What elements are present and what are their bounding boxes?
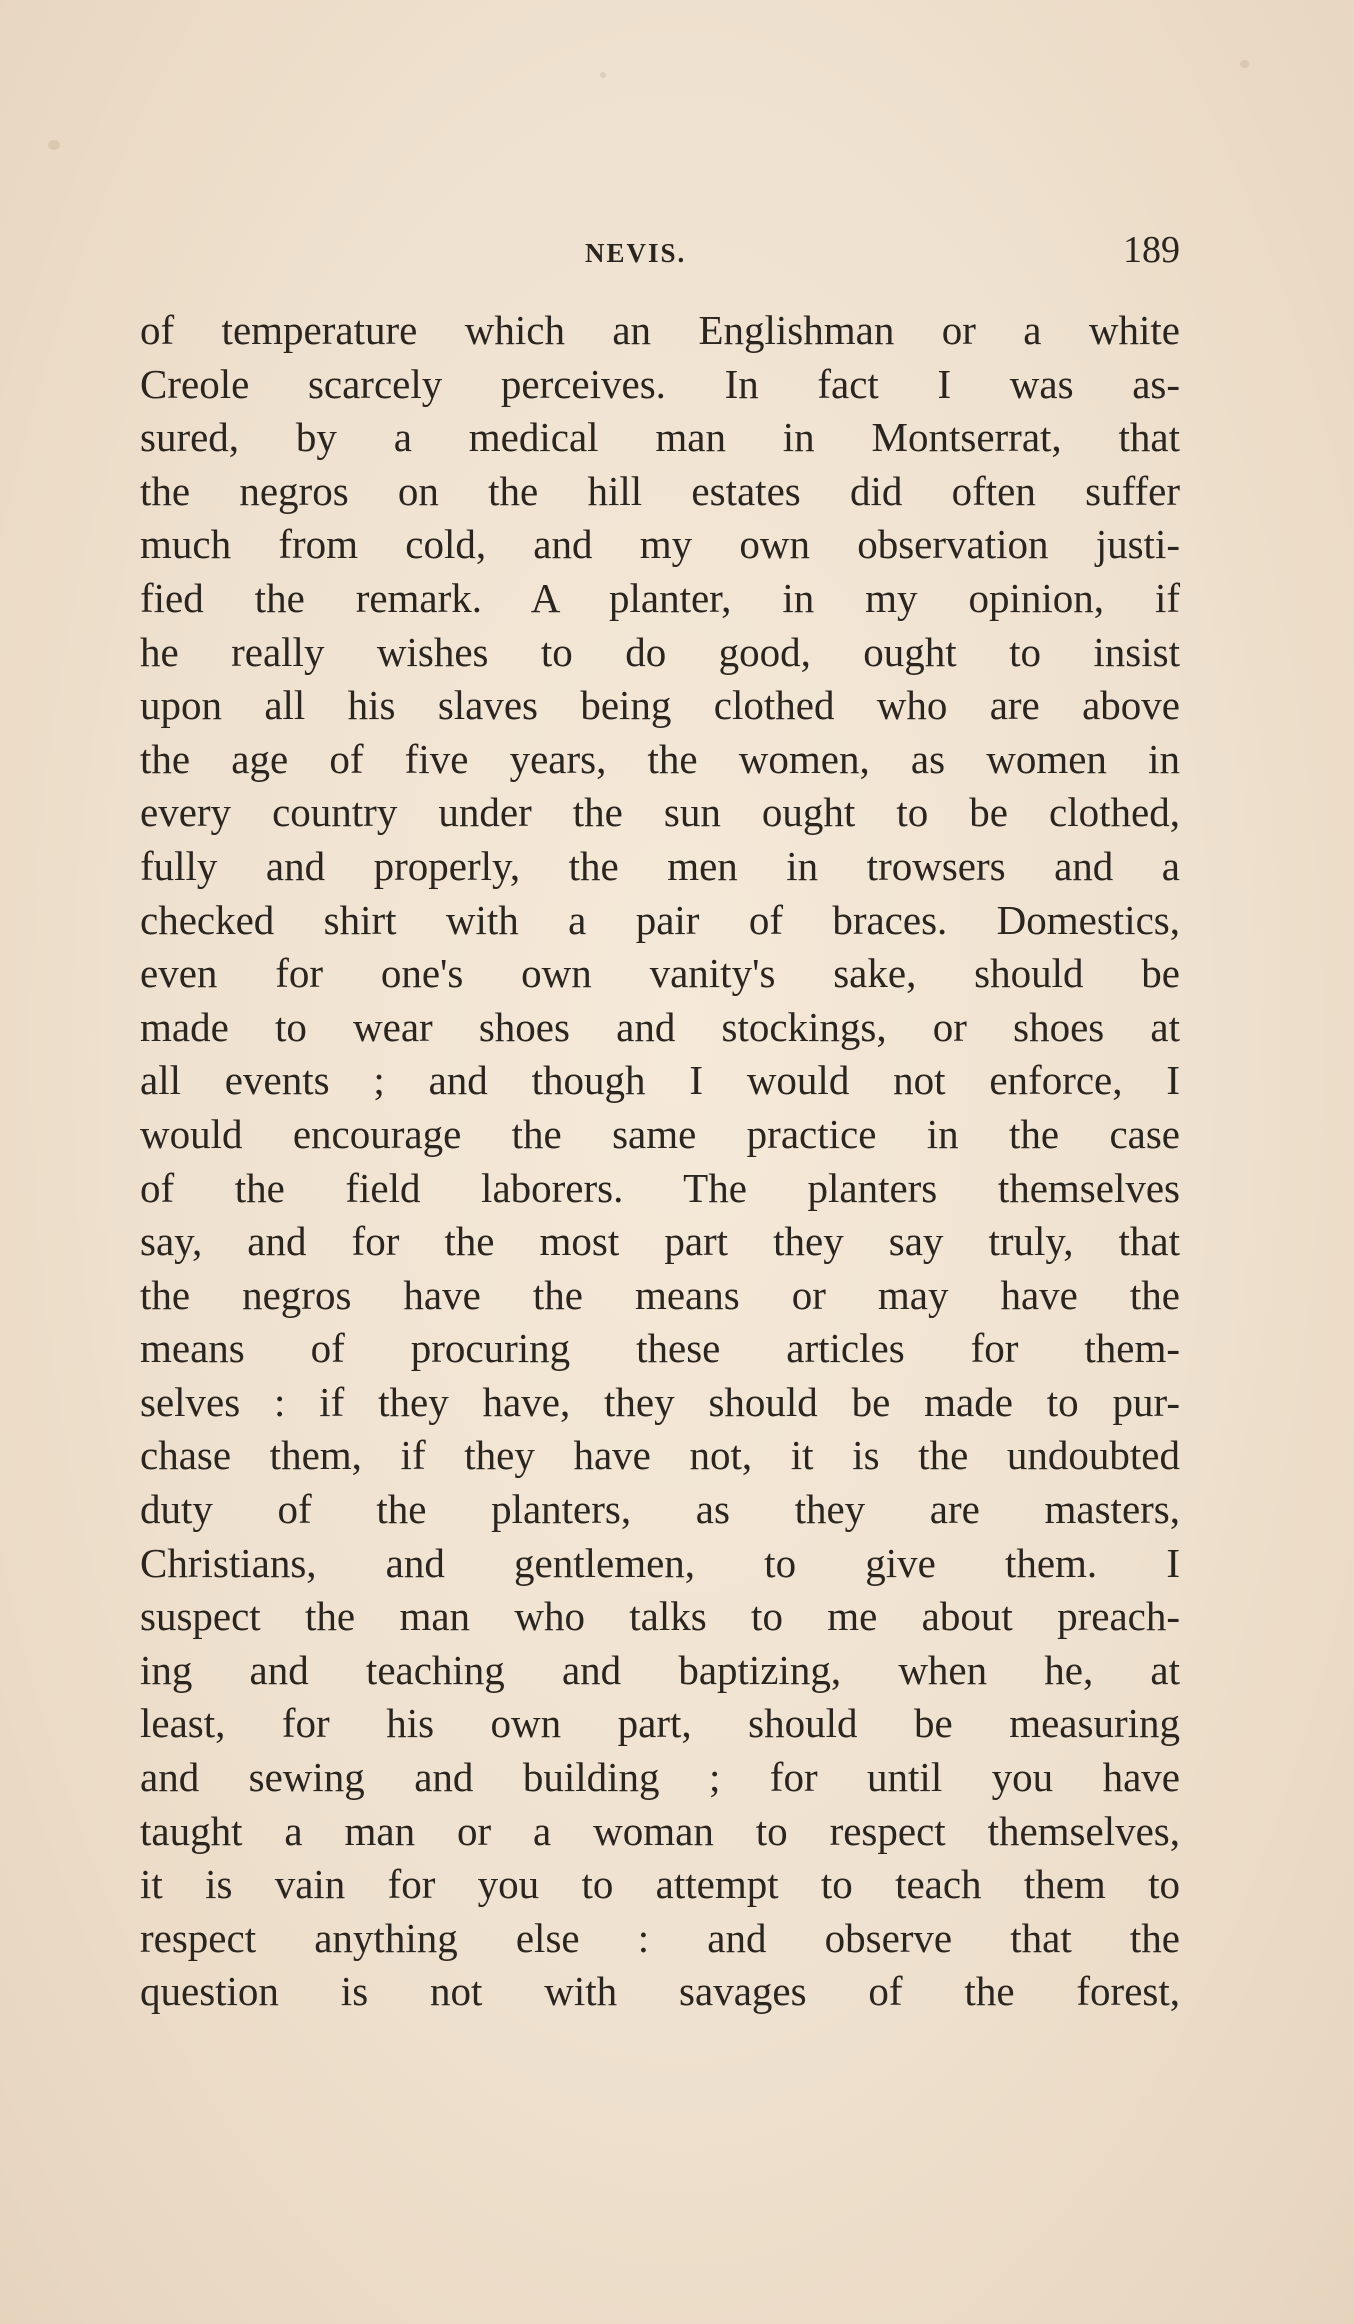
text-line: checked shirt with a pair of braces. Domestics, [140,896,1180,943]
text-line: he really wishes to do good, ought to insist [140,628,1180,675]
text-line: upon all his slaves being clothed who are above [140,682,1180,729]
text-line: the age of five years, the women, as women in [140,735,1180,782]
text-line: means of procuring these articles for them- [140,1325,1180,1372]
text-line: of the field laborers. The planters themselves [140,1164,1180,1211]
text-line: chase them, if they have not, it is the undoubted [140,1432,1180,1479]
text-line: all events ; and though I would not enforce, I [140,1057,1180,1104]
text-line: selves : if they have, they should be made to pur- [140,1378,1180,1425]
body-text [140,304,1180,2019]
running-head: NEVIS. [585,238,687,268]
text-line: say, and for the most part they say truly, that [140,1218,1180,1265]
foxing-spot [1240,60,1249,68]
text-line: fied the remark. A planter, in my opinion, if [140,574,1180,621]
text-line: even for one's own vanity's sake, should be [140,950,1180,997]
text-line: made to wear shoes and stockings, or shoes at [140,1003,1180,1050]
foxing-spot [48,140,60,150]
text-line: the negros have the means or may have the [140,1271,1180,1318]
text-line: fully and properly, the men in trowsers and a [140,842,1180,889]
text-line: every country under the sun ought to be clothed, [140,789,1180,836]
text-line: least, for his own part, should be measuring [140,1700,1180,1747]
text-line: of temperature which an Englishman or a white [140,307,1180,353]
text-line: Creole scarcely perceives. In fact I was as- [140,360,1180,407]
text-line: question is not with savages of the forest, [140,1968,1180,2015]
text-line: taught a man or a woman to respect themselves, [140,1807,1180,1854]
text-line: sured, by a medical man in Montserrat, that [140,414,1180,461]
text-line: would encourage the same practice in the case [140,1110,1180,1157]
foxing-spot [600,72,606,78]
page-header [140,228,1180,288]
text-line: it is vain for you to attempt to teach them to [140,1861,1180,1908]
page-number: 189 [1123,229,1180,271]
text-line: respect anything else : and observe that the [140,1914,1180,1961]
text-line: Christians, and gentlemen, to give them. I [140,1539,1180,1586]
text-line: ing and teaching and baptizing, when he, at [140,1646,1180,1693]
text-line: the negros on the hill estates did often suffer [140,467,1180,514]
text-line: suspect the man who talks to me about preach- [140,1593,1180,1640]
text-line: and sewing and building ; for until you have [140,1754,1180,1801]
text-line: duty of the planters, as they are masters, [140,1486,1180,1533]
text-line: much from cold, and my own observation justi- [140,521,1180,568]
